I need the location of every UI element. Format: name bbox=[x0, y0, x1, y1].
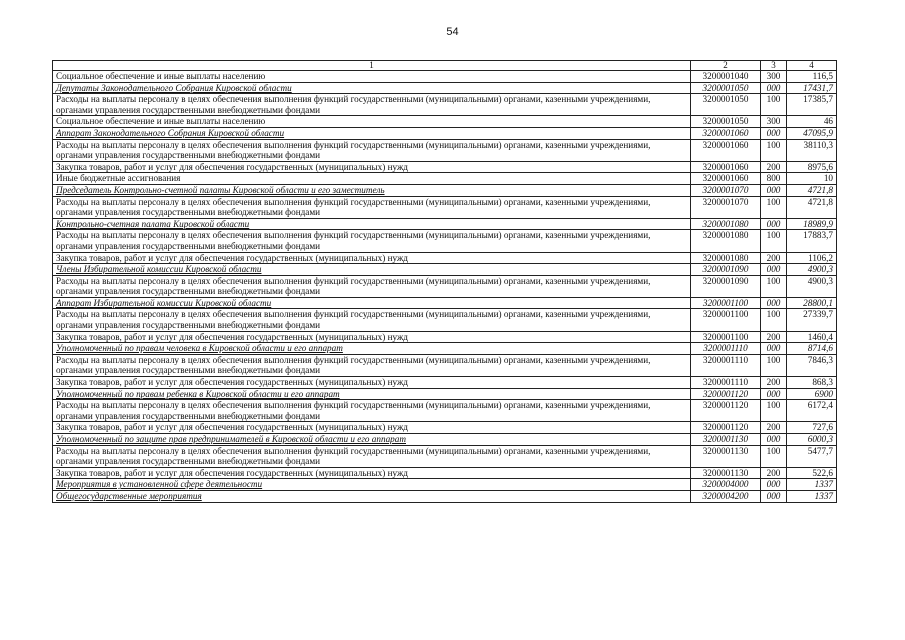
row-name: Уполномоченный по правам ребенка в Кировской области и его аппарат bbox=[53, 388, 691, 400]
row-kind: 100 bbox=[761, 354, 787, 376]
row-name: Социальное обеспечение и иные выплаты населению bbox=[53, 71, 691, 83]
row-amount: 4721,8 bbox=[787, 196, 837, 218]
table-row bbox=[53, 388, 837, 400]
row-amount: 18989,9 bbox=[787, 218, 837, 230]
row-amount: 38110,3 bbox=[787, 139, 837, 161]
row-name: Закупка товаров, работ и услуг для обеспечения государственных (муниципальных) нужд bbox=[53, 422, 691, 434]
table-row bbox=[53, 82, 837, 94]
row-code: 3200001060 bbox=[691, 127, 761, 139]
column-header-3: 3 bbox=[761, 61, 787, 71]
row-amount: 4721,8 bbox=[787, 184, 837, 196]
table-row bbox=[53, 71, 837, 83]
row-kind: 100 bbox=[761, 230, 787, 252]
row-kind: 000 bbox=[761, 82, 787, 94]
row-amount: 4900,3 bbox=[787, 275, 837, 297]
row-name: Иные бюджетные ассигнования bbox=[53, 173, 691, 185]
table-row bbox=[53, 479, 837, 491]
row-code: 3200001120 bbox=[691, 422, 761, 434]
table-row bbox=[53, 377, 837, 389]
table-row bbox=[53, 94, 837, 116]
row-kind: 000 bbox=[761, 490, 787, 502]
row-amount: 17385,7 bbox=[787, 94, 837, 116]
table-row bbox=[53, 184, 837, 196]
row-code: 3200001060 bbox=[691, 139, 761, 161]
row-code: 3200001110 bbox=[691, 354, 761, 376]
row-amount: 28800,1 bbox=[787, 297, 837, 309]
row-kind: 100 bbox=[761, 196, 787, 218]
row-kind: 100 bbox=[761, 445, 787, 467]
row-code: 3200001100 bbox=[691, 309, 761, 331]
row-code: 3200001050 bbox=[691, 82, 761, 94]
table-row bbox=[53, 264, 837, 276]
row-amount: 6000,3 bbox=[787, 434, 837, 446]
row-name: Расходы на выплаты персоналу в целях обеспечения выполнения функций государственными (муниципальными) органами, казенными учреждениями, органами управления государственными внебюджетными фондами bbox=[53, 230, 691, 252]
table-row bbox=[53, 297, 837, 309]
row-name: Члены Избирательной комиссии Кировской области bbox=[53, 264, 691, 276]
row-code: 3200001120 bbox=[691, 400, 761, 422]
row-name: Расходы на выплаты персоналу в целях обеспечения выполнения функций государственными (муниципальными) органами, казенными учреждениями, органами управления государственными внебюджетными фондами bbox=[53, 275, 691, 297]
row-amount: 727,6 bbox=[787, 422, 837, 434]
row-kind: 000 bbox=[761, 127, 787, 139]
row-kind: 200 bbox=[761, 377, 787, 389]
column-header-1: 1 bbox=[53, 61, 691, 71]
table-row bbox=[53, 422, 837, 434]
row-name: Контрольно-счетная палата Кировской области bbox=[53, 218, 691, 230]
row-amount: 10 bbox=[787, 173, 837, 185]
row-amount: 46 bbox=[787, 116, 837, 128]
row-code: 3200001070 bbox=[691, 196, 761, 218]
row-kind: 100 bbox=[761, 309, 787, 331]
row-name: Расходы на выплаты персоналу в целях обеспечения выполнения функций государственными (муниципальными) органами, казенными учреждениями, органами управления государственными внебюджетными фондами bbox=[53, 354, 691, 376]
row-name: Расходы на выплаты персоналу в целях обеспечения выполнения функций государственными (муниципальными) органами, казенными учреждениями, органами управления государственными внебюджетными фондами bbox=[53, 309, 691, 331]
row-code: 3200001070 bbox=[691, 184, 761, 196]
row-code: 3200001040 bbox=[691, 71, 761, 83]
table-row bbox=[53, 161, 837, 173]
row-code: 3200001050 bbox=[691, 116, 761, 128]
row-code: 3200004200 bbox=[691, 490, 761, 502]
row-amount: 6172,4 bbox=[787, 400, 837, 422]
row-name: Уполномоченный по защите прав предпринимателей в Кировской области и его аппарат bbox=[53, 434, 691, 446]
row-name: Расходы на выплаты персоналу в целях обеспечения выполнения функций государственными (муниципальными) органами, казенными учреждениями, органами управления государственными внебюджетными фондами bbox=[53, 94, 691, 116]
row-amount: 522,6 bbox=[787, 467, 837, 479]
row-name: Мероприятия в установленной сфере деятельности bbox=[53, 479, 691, 491]
row-amount: 17431,7 bbox=[787, 82, 837, 94]
table-row bbox=[53, 139, 837, 161]
table-body bbox=[53, 71, 837, 503]
table-row bbox=[53, 490, 837, 502]
row-name: Закупка товаров, работ и услуг для обеспечения государственных (муниципальных) нужд bbox=[53, 252, 691, 264]
row-amount: 7846,3 bbox=[787, 354, 837, 376]
table-row bbox=[53, 354, 837, 376]
row-kind: 300 bbox=[761, 71, 787, 83]
row-amount: 5477,7 bbox=[787, 445, 837, 467]
row-name: Закупка товаров, работ и услуг для обеспечения государственных (муниципальных) нужд bbox=[53, 161, 691, 173]
row-name: Закупка товаров, работ и услуг для обеспечения государственных (муниципальных) нужд bbox=[53, 377, 691, 389]
table-row bbox=[53, 173, 837, 185]
row-code: 3200001060 bbox=[691, 161, 761, 173]
row-kind: 100 bbox=[761, 400, 787, 422]
table-row bbox=[53, 230, 837, 252]
table-row bbox=[53, 467, 837, 479]
row-kind: 000 bbox=[761, 264, 787, 276]
row-kind: 200 bbox=[761, 161, 787, 173]
row-code: 3200001080 bbox=[691, 218, 761, 230]
row-amount: 1337 bbox=[787, 479, 837, 491]
row-amount: 116,5 bbox=[787, 71, 837, 83]
row-amount: 8975,6 bbox=[787, 161, 837, 173]
table-row bbox=[53, 343, 837, 355]
row-name: Председатель Контрольно-счетной палаты Кировской области и его заместитель bbox=[53, 184, 691, 196]
row-kind: 000 bbox=[761, 388, 787, 400]
row-amount: 6900 bbox=[787, 388, 837, 400]
row-code: 3200001080 bbox=[691, 230, 761, 252]
row-amount: 8714,6 bbox=[787, 343, 837, 355]
row-kind: 200 bbox=[761, 467, 787, 479]
row-code: 3200001090 bbox=[691, 275, 761, 297]
row-amount: 4900,3 bbox=[787, 264, 837, 276]
row-name: Закупка товаров, работ и услуг для обеспечения государственных (муниципальных) нужд bbox=[53, 467, 691, 479]
row-name: Уполномоченный по правам человека в Кировской области и его аппарат bbox=[53, 343, 691, 355]
row-amount: 1460,4 bbox=[787, 331, 837, 343]
table-row bbox=[53, 445, 837, 467]
row-name: Аппарат Избирательной комиссии Кировской области bbox=[53, 297, 691, 309]
table-row bbox=[53, 196, 837, 218]
table-header-row bbox=[53, 61, 837, 71]
row-name: Общегосударственные мероприятия bbox=[53, 490, 691, 502]
row-kind: 000 bbox=[761, 218, 787, 230]
table-row bbox=[53, 275, 837, 297]
table-row bbox=[53, 127, 837, 139]
row-kind: 100 bbox=[761, 139, 787, 161]
row-amount: 17883,7 bbox=[787, 230, 837, 252]
row-kind: 000 bbox=[761, 184, 787, 196]
table-row bbox=[53, 252, 837, 264]
row-name: Депутаты Законодательного Собрания Кировской области bbox=[53, 82, 691, 94]
row-kind: 000 bbox=[761, 343, 787, 355]
row-name: Расходы на выплаты персоналу в целях обеспечения выполнения функций государственными (муниципальными) органами, казенными учреждениями, органами управления государственными внебюджетными фондами bbox=[53, 400, 691, 422]
row-amount: 27339,7 bbox=[787, 309, 837, 331]
row-kind: 000 bbox=[761, 297, 787, 309]
row-code: 3200001130 bbox=[691, 467, 761, 479]
row-name: Расходы на выплаты персоналу в целях обеспечения выполнения функций государственными (муниципальными) органами, казенными учреждениями, органами управления государственными внебюджетными фондами bbox=[53, 139, 691, 161]
row-name: Расходы на выплаты персоналу в целях обеспечения выполнения функций государственными (муниципальными) органами, казенными учреждениями, органами управления государственными внебюджетными фондами bbox=[53, 196, 691, 218]
row-kind: 200 bbox=[761, 331, 787, 343]
row-name: Аппарат Законодательного Собрания Кировской области bbox=[53, 127, 691, 139]
row-code: 3200004000 bbox=[691, 479, 761, 491]
table-row bbox=[53, 309, 837, 331]
table-row bbox=[53, 400, 837, 422]
row-code: 3200001120 bbox=[691, 388, 761, 400]
row-kind: 100 bbox=[761, 94, 787, 116]
column-header-4: 4 bbox=[787, 61, 837, 71]
column-header-2: 2 bbox=[691, 61, 761, 71]
row-code: 3200001100 bbox=[691, 297, 761, 309]
row-code: 3200001110 bbox=[691, 343, 761, 355]
row-kind: 100 bbox=[761, 275, 787, 297]
row-code: 3200001050 bbox=[691, 94, 761, 116]
page-number: 54 bbox=[446, 26, 459, 38]
row-code: 3200001100 bbox=[691, 331, 761, 343]
row-name: Расходы на выплаты персоналу в целях обеспечения выполнения функций государственными (муниципальными) органами, казенными учреждениями, органами управления государственными внебюджетными фондами bbox=[53, 445, 691, 467]
row-code: 3200001130 bbox=[691, 445, 761, 467]
table-row bbox=[53, 331, 837, 343]
row-name: Закупка товаров, работ и услуг для обеспечения государственных (муниципальных) нужд bbox=[53, 331, 691, 343]
row-code: 3200001080 bbox=[691, 252, 761, 264]
row-kind: 200 bbox=[761, 422, 787, 434]
row-kind: 200 bbox=[761, 252, 787, 264]
table-row bbox=[53, 218, 837, 230]
row-amount: 1106,2 bbox=[787, 252, 837, 264]
row-kind: 000 bbox=[761, 479, 787, 491]
row-kind: 800 bbox=[761, 173, 787, 185]
row-code: 3200001060 bbox=[691, 173, 761, 185]
budget-table bbox=[52, 60, 837, 503]
row-amount: 47095,9 bbox=[787, 127, 837, 139]
table-row bbox=[53, 116, 837, 128]
row-amount: 868,3 bbox=[787, 377, 837, 389]
row-amount: 1337 bbox=[787, 490, 837, 502]
row-kind: 300 bbox=[761, 116, 787, 128]
row-code: 3200001130 bbox=[691, 434, 761, 446]
row-code: 3200001090 bbox=[691, 264, 761, 276]
table-row bbox=[53, 434, 837, 446]
row-kind: 000 bbox=[761, 434, 787, 446]
row-code: 3200001110 bbox=[691, 377, 761, 389]
row-name: Социальное обеспечение и иные выплаты населению bbox=[53, 116, 691, 128]
